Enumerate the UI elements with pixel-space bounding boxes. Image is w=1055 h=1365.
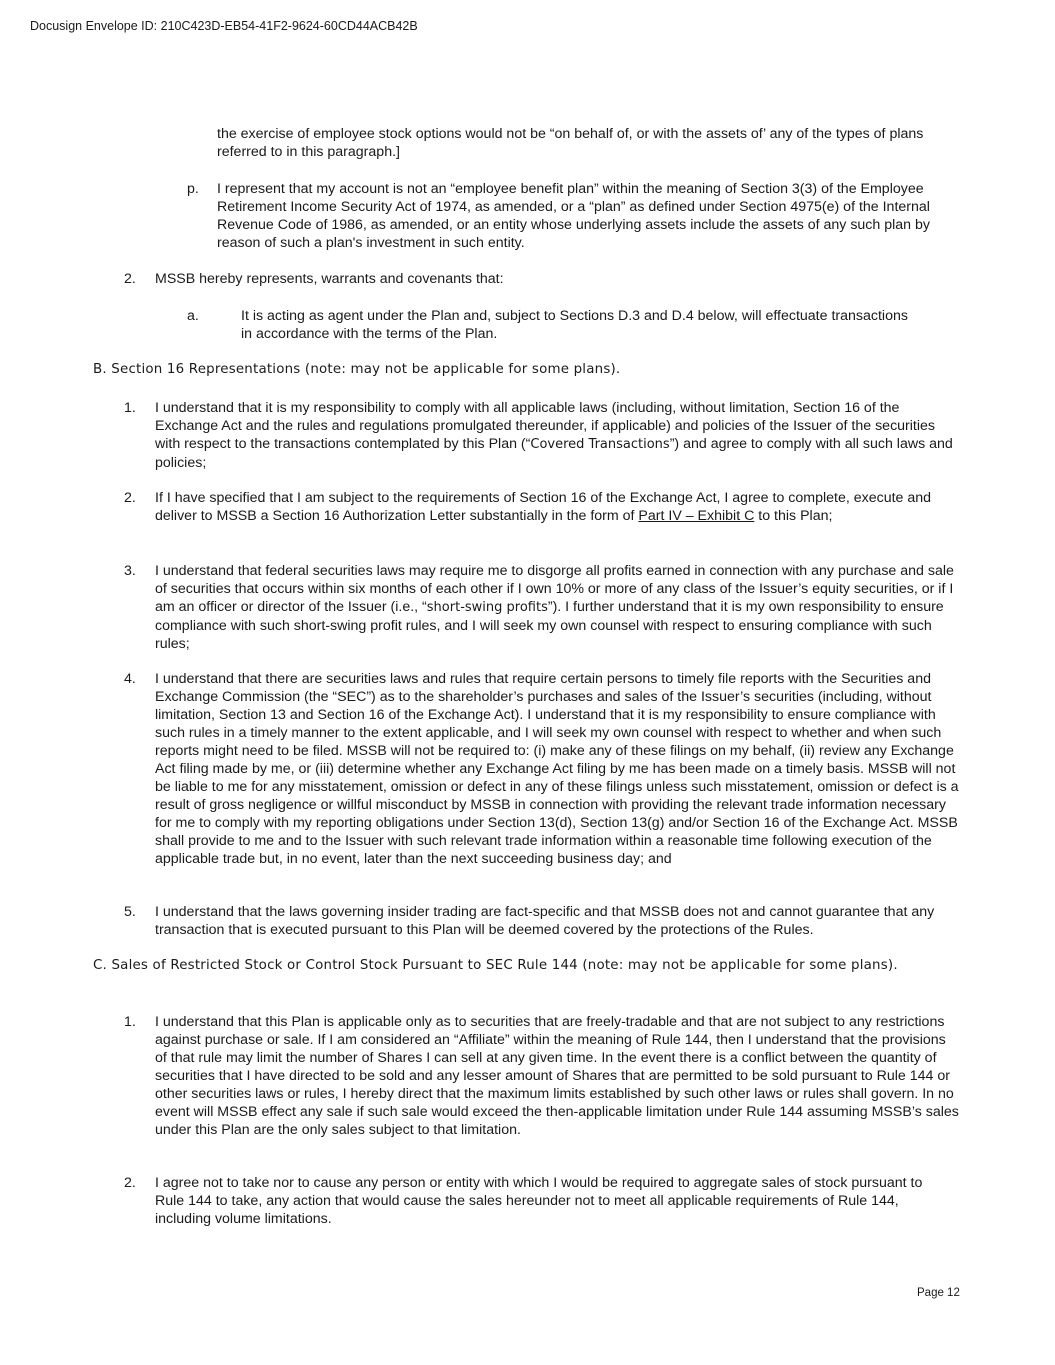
list-item-text: I understand that there are securities laws and rules that require certain persons to timely file reports with the Securities and Exchange Commission (the “SEC”) as to the shareholder’s purchases and sales of the Issuer’s securities (including, without limitation, Section 13 and Section 16 of the Exchange Act). I understand that it is my responsibility to ensure compliance with such rules in a timely manner to the extent applicable, and I will seek my own counsel with respect to whether and when such reports might need to be filed. MSSB will not be required to: (i) make any of these filings on my behalf, (ii) review any Exchange Act filing made by me, or (iii) determine whether any Exchange Act filing by me has been made on a timely basis. MSSB will not be liable to me for any misstatement, omission or defect in any of these filings unless such misstatement, omission or defect is a result of gross negligence or willful misconduct by MSSB in connection with providing the relevant trade information necessary for me to comply with my reporting obligations under Section 13(d), Section 13(g) and/or Section 16 of the Exchange Act. MSSB shall provide to me and to the Issuer with such relevant trade information within a reasonable time following execution of the applicable trade but, in no event, later than the next succeeding business day; and [155,671,959,867]
list-item-text: It is acting as agent under the Plan and, subject to Sections D.3 and D.4 below, will effectuate transactions in accordance with the terms of the Plan. [241,308,908,342]
list-marker: p. [187,181,199,197]
list-marker: 1. [124,1014,136,1030]
continuation-text: the exercise of employee stock options would not be “on behalf of, or with the assets of’ any of the types of plans referred to in this paragraph.] [217,126,924,160]
section-b-heading: B. Section 16 Representations (note: may not be applicable for some plans). [93,362,621,377]
list-item-text: MSSB hereby represents, warrants and covenants that: [155,271,504,287]
list-item-text: I understand that the laws governing insider trading are fact-specific and that MSSB does not and cannot guarantee that any transaction that is executed pursuant to this Plan will be deemed covered by the protections of the Rules. [155,904,935,938]
list-marker: 5. [124,904,136,920]
section-c-heading: C. Sales of Restricted Stock or Control Stock Pursuant to SEC Rule 144 (note: may not be applicable for some plans). [93,958,898,973]
list-marker: 2. [124,271,136,287]
page-number: Page 12 [917,1287,960,1299]
defined-term: Covered Transactions [530,437,670,452]
list-item-text: I understand that this Plan is applicable only as to securities that are freely-tradable and that are not subject to any restrictions against purchase or sale. If I am considered an “Affiliate” within the meaning of Rule 144, then I understand that the provisions of that rule may limit the number of Shares I can sell at any given time. In the event there is a conflict between the quantity of securities that I have directed to be sold and any lesser amount of Shares that are permitted to be sold pursuant to Rule 144 or other securities laws or rules, I hereby direct that the maximum limits established by such other laws or rules shall govern. In no event will MSSB effect any sale if such sale would exceed the then-applicable limitation under Rule 144 assuming MSSB’s sales under this Plan are the only sales subject to that limitation. [155,1014,959,1138]
list-marker: 2. [124,490,136,506]
list-item-text: I represent that my account is not an “employee benefit plan” within the meaning of Section 3(3) of the Employee Retirement Income Security Act of 1974, as amended, or a “plan” as defined under Section 4975(e) of the Internal Revenue Code of 1986, as amended, or an entity whose underlying assets include the assets of any such plan by reason of such a plan's investment in such entity. [217,181,930,251]
list-item-text: If I have specified that I am subject to the requirements of Section 16 of the Exchange Act, I agree to complete, execute and deliver to MSSB a Section 16 Authorization Letter substantially in the form of Part IV – Exhibit C to this Plan; [155,490,932,524]
envelope-id: Docusign Envelope ID: 210C423D-EB54-41F2-9624-60CD44ACB42B [30,19,418,33]
list-marker: 2. [124,1175,136,1191]
list-marker: a. [187,308,199,324]
exhibit-c-link[interactable]: Part IV – Exhibit C [638,508,755,524]
list-marker: 1. [124,400,136,416]
list-item-text: I understand that it is my responsibility to comply with all applicable laws (including, without limitation, Section 16 of the Exchange Act and the rules and regulations promulgated thereunder, if applicable) and policies of the Issuer of the securities with respect to the transactions contemplated by this Plan (“Covered Transactions”) and agree to comply with all such laws and policies; [155,400,953,471]
defined-term: short-swing profits [426,600,548,615]
list-marker: 4. [124,671,136,687]
list-item-text: I agree not to take nor to cause any person or entity with which I would be required to aggregate sales of stock pursuant to Rule 144 to take, any action that would cause the sales hereunder not to meet all applicable requirements of Rule 144, including volume limitations. [155,1175,923,1227]
list-item-text: I understand that federal securities laws may require me to disgorge all profits earned in connection with any purchase and sale of securities that occurs within six months of each other if I own 10% or more of any class of the Issuer’s equity securities, or if I am an officer or director of the Issuer (i.e., “short-swing profits”). I further understand that it is my own responsibility to ensure compliance with such short-swing profit rules, and I will seek my own counsel with respect to ensuring compliance with such rules; [155,563,954,652]
list-marker: 3. [124,563,136,579]
